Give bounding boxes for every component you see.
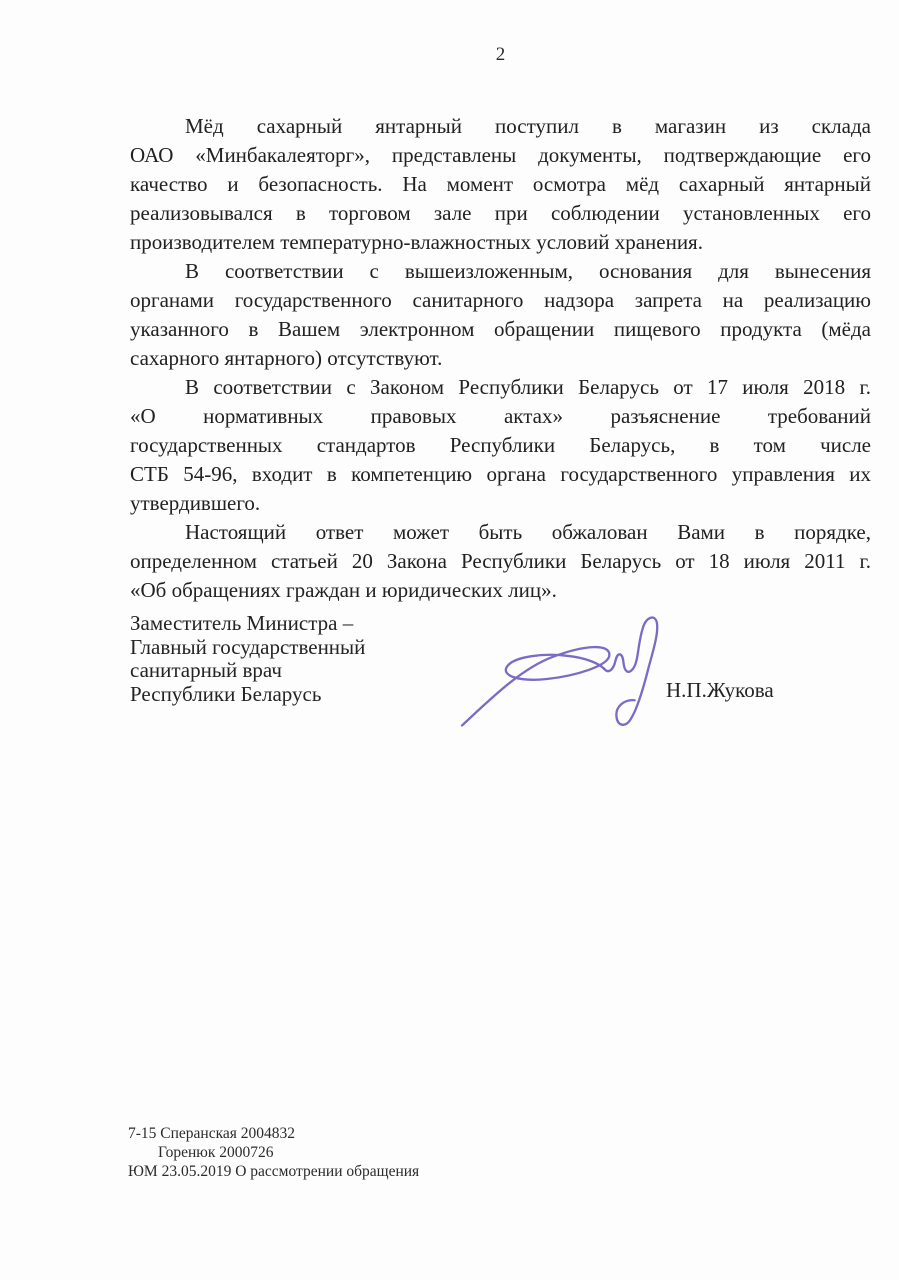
footer-line-case-reference: ЮМ 23.05.2019 О рассмотрении обращения [128,1163,420,1180]
signature-stroke [462,647,609,725]
body-line: указанного в Вашем электронном обращении пищевого продукта (мёда [130,317,871,341]
page-number: 2 [495,44,506,65]
signature-title-line: Республики Беларусь [130,681,322,706]
paragraph-2 [130,257,871,373]
body-line: В соответствии с вышеизложенным, основания для вынесения [185,259,871,283]
signature-title-line: Главный государственный [130,634,366,659]
signature-title-block [130,612,365,706]
footer-line-executor-2: Горенюк 2000726 [158,1144,274,1161]
body-line: В соответствии с Законом Республики Беларусь от 17 июля 2018 г. [185,375,871,399]
body-line: определенном статьей 20 Закона Республики Беларусь от 18 июля 2011 г. [130,549,871,573]
body-line: государственных стандартов Республики Беларусь, в том числе [130,433,871,457]
signer-name: Н.П.Жукова [666,678,774,702]
body-line: Мёд сахарный янтарный поступил в магазин из склада [185,114,871,138]
signature-handwriting-icon [456,610,678,742]
letter-body [130,112,871,605]
signature-stroke [604,618,657,725]
body-line: сахарного янтарного) отсутствуют. [130,346,443,370]
body-line: ОАО «Минбакалеяторг», представлены документы, подтверждающие его [130,143,871,167]
paragraph-3 [130,373,871,518]
signature-title-line: Заместитель Министра – [130,611,354,635]
body-line: органами государственного санитарного надзора запрета на реализацию [130,288,871,312]
executor-footer [128,1124,419,1181]
body-line: Настоящий ответ может быть обжалован Вами в порядке, [185,520,871,544]
signature-title-line: санитарный врач [130,658,282,682]
body-line: СТБ 54-96, входит в компетенцию органа государственного управления их [130,462,871,486]
body-line: утвердившего. [130,491,261,515]
footer-line-executor-1: 7-15 Сперанская 2004832 [128,1125,296,1142]
body-line: «Об обращениях граждан и юридических лиц». [130,578,557,602]
body-line: производителем температурно-влажностных условий хранения. [130,230,703,254]
paragraph-1 [130,112,871,257]
paragraph-4 [130,518,871,605]
body-line: реализовывался в торговом зале при соблюдении установленных его [130,201,871,225]
body-line: качество и безопасность. На момент осмотра мёд сахарный янтарный [130,172,871,196]
body-line: «О нормативных правовых актах» разъяснение требований [130,404,871,428]
